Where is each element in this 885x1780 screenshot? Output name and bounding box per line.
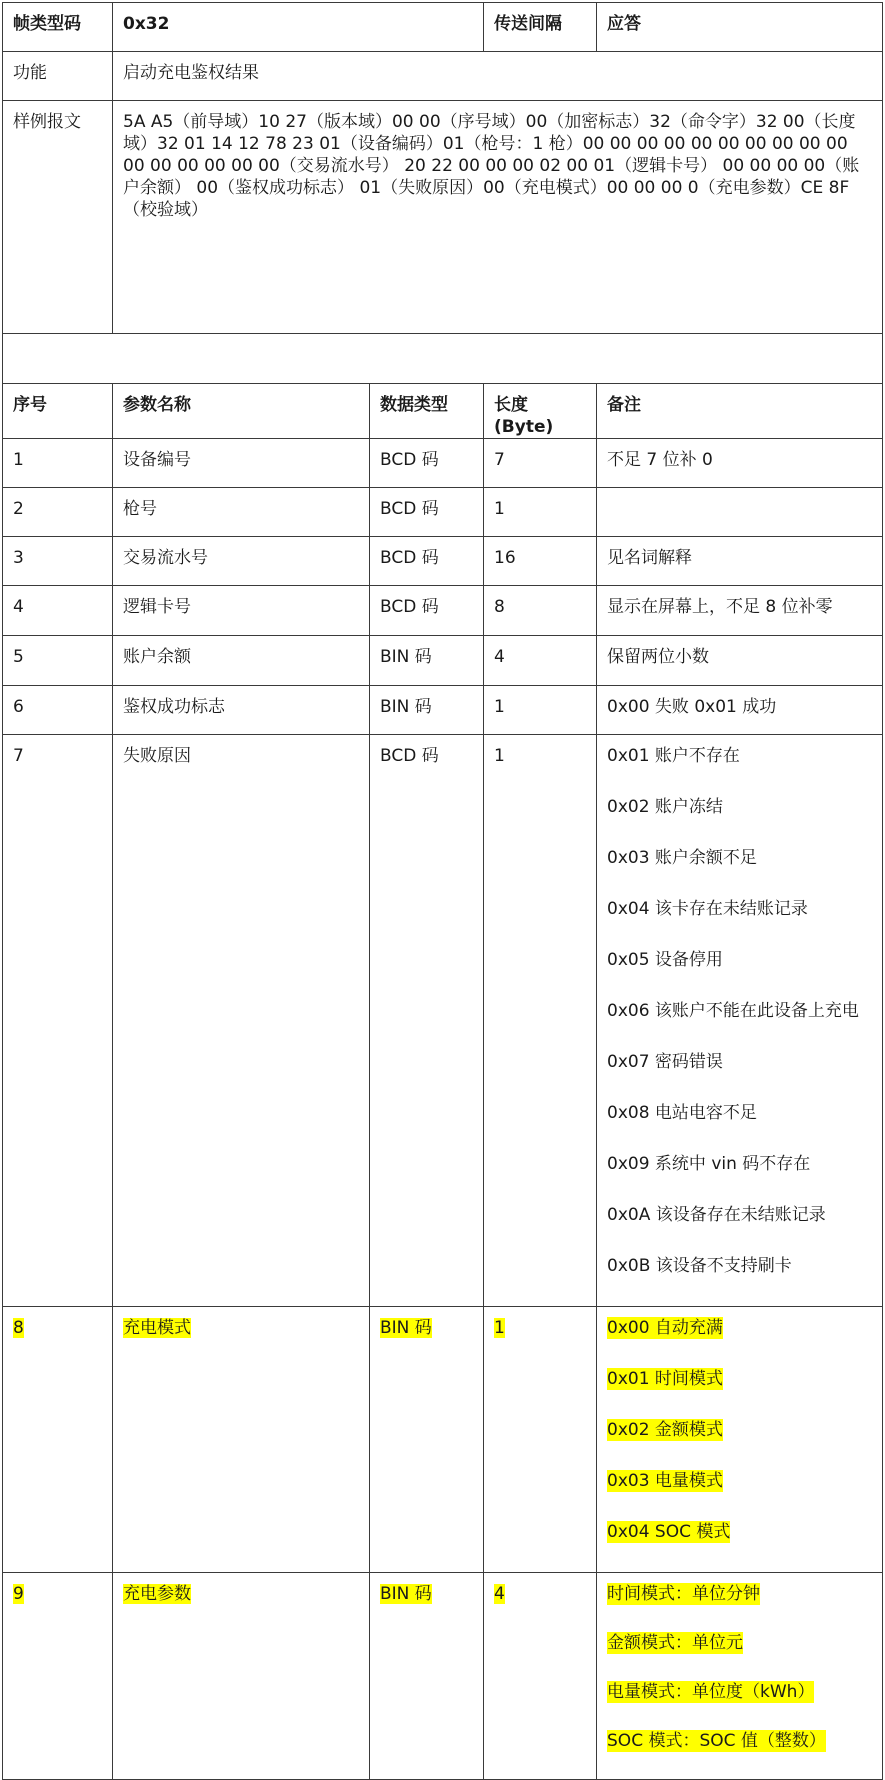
column-header-row bbox=[3, 384, 883, 439]
row-type: BIN 码 bbox=[370, 686, 484, 735]
table-row bbox=[3, 636, 883, 686]
note-text: 0x03 账户余额不足 bbox=[607, 848, 757, 868]
note-text: 金额模式：单位元 bbox=[607, 1633, 744, 1653]
row-note bbox=[597, 488, 883, 537]
row-length bbox=[484, 1307, 597, 1573]
frame-type-value: 0x32 bbox=[113, 3, 484, 52]
highlighted-text: 4 bbox=[494, 1584, 505, 1604]
table-row bbox=[3, 439, 883, 488]
note-item bbox=[607, 1521, 872, 1572]
highlighted-text: 充电参数 bbox=[123, 1584, 191, 1604]
note-item bbox=[607, 1317, 872, 1368]
row-name bbox=[113, 1573, 370, 1780]
note-text: 时间模式：单位分钟 bbox=[607, 1584, 761, 1604]
col-header-note: 备注 bbox=[597, 384, 883, 439]
note-text: 0x04 该卡存在未结账记录 bbox=[607, 899, 808, 919]
note-text: 0x04 SOC 模式 bbox=[607, 1522, 731, 1542]
col-header-type: 数据类型 bbox=[370, 384, 484, 439]
note-item bbox=[607, 1102, 872, 1153]
sample-row bbox=[3, 101, 883, 334]
frame-type-row bbox=[3, 3, 883, 52]
table-row bbox=[3, 586, 883, 636]
row-note: 显示在屏幕上，不足 8 位补零 bbox=[597, 586, 883, 636]
function-value: 启动充电鉴权结果 bbox=[113, 52, 883, 101]
note-item bbox=[607, 898, 872, 949]
row-note: 保留两位小数 bbox=[597, 636, 883, 686]
note-item bbox=[607, 1051, 872, 1102]
highlighted-text: 9 bbox=[13, 1584, 24, 1604]
note-item bbox=[607, 1368, 872, 1419]
note-item bbox=[607, 1204, 872, 1255]
table-row bbox=[3, 735, 883, 1307]
row-name: 失败原因 bbox=[113, 735, 370, 1307]
note-item bbox=[607, 745, 872, 796]
row-length: 7 bbox=[484, 439, 597, 488]
row-note: 0x00 失败 0x01 成功 bbox=[597, 686, 883, 735]
note-text: 0x01 账户不存在 bbox=[607, 746, 740, 766]
row-note-list bbox=[597, 1573, 883, 1780]
note-item bbox=[607, 1681, 872, 1730]
table-row bbox=[3, 686, 883, 735]
row-seq: 3 bbox=[3, 537, 113, 586]
row-length: 16 bbox=[484, 537, 597, 586]
note-text: 0x05 设备停用 bbox=[607, 950, 723, 970]
note-text: 0x08 电站电容不足 bbox=[607, 1103, 757, 1123]
note-text: 0x0B 该设备不支持刷卡 bbox=[607, 1256, 792, 1276]
function-row bbox=[3, 52, 883, 101]
interval-label: 传送间隔 bbox=[484, 3, 597, 52]
row-name: 枪号 bbox=[113, 488, 370, 537]
row-seq: 7 bbox=[3, 735, 113, 1307]
table-row bbox=[3, 1307, 883, 1573]
note-item bbox=[607, 949, 872, 1000]
row-seq: 1 bbox=[3, 439, 113, 488]
row-name: 账户余额 bbox=[113, 636, 370, 686]
note-text: 0x00 自动充满 bbox=[607, 1318, 723, 1338]
interval-value: 应答 bbox=[597, 3, 883, 52]
row-seq: 2 bbox=[3, 488, 113, 537]
note-item bbox=[607, 1470, 872, 1521]
col-header-seq: 序号 bbox=[3, 384, 113, 439]
row-length: 8 bbox=[484, 586, 597, 636]
sample-label: 样例报文 bbox=[3, 101, 113, 334]
note-text: 0x03 电量模式 bbox=[607, 1471, 723, 1491]
frame-type-label: 帧类型码 bbox=[3, 3, 113, 52]
row-seq bbox=[3, 1573, 113, 1780]
row-seq: 6 bbox=[3, 686, 113, 735]
row-note-list bbox=[597, 735, 883, 1307]
table-row bbox=[3, 488, 883, 537]
spacer-cell bbox=[3, 334, 883, 384]
row-length: 4 bbox=[484, 636, 597, 686]
note-item bbox=[607, 1255, 872, 1306]
highlighted-text: 1 bbox=[494, 1318, 505, 1338]
row-name bbox=[113, 1307, 370, 1573]
note-text: 0x02 金额模式 bbox=[607, 1420, 723, 1440]
row-seq: 4 bbox=[3, 586, 113, 636]
row-seq bbox=[3, 1307, 113, 1573]
highlighted-text: 8 bbox=[13, 1318, 24, 1338]
row-length bbox=[484, 1573, 597, 1780]
highlighted-text: BIN 码 bbox=[380, 1318, 432, 1338]
note-text: 0x07 密码错误 bbox=[607, 1052, 723, 1072]
protocol-spec-table bbox=[2, 2, 883, 1780]
note-text: 0x09 系统中 vin 码不存在 bbox=[607, 1154, 811, 1174]
spacer-row bbox=[3, 334, 883, 384]
note-text: 0x01 时间模式 bbox=[607, 1369, 723, 1389]
row-type: BIN 码 bbox=[370, 636, 484, 686]
row-type: BCD 码 bbox=[370, 439, 484, 488]
row-note: 见名词解释 bbox=[597, 537, 883, 586]
note-item bbox=[607, 1000, 872, 1051]
row-name: 设备编号 bbox=[113, 439, 370, 488]
row-type bbox=[370, 1307, 484, 1573]
note-item bbox=[607, 1583, 872, 1632]
row-type bbox=[370, 1573, 484, 1780]
table-row bbox=[3, 537, 883, 586]
note-item bbox=[607, 796, 872, 847]
note-text: 0x06 该账户不能在此设备上充电 bbox=[607, 1001, 859, 1021]
row-type: BCD 码 bbox=[370, 735, 484, 1307]
row-seq: 5 bbox=[3, 636, 113, 686]
row-name: 逻辑卡号 bbox=[113, 586, 370, 636]
row-length: 1 bbox=[484, 735, 597, 1307]
note-item bbox=[607, 1153, 872, 1204]
highlighted-text: 充电模式 bbox=[123, 1318, 191, 1338]
col-header-name: 参数名称 bbox=[113, 384, 370, 439]
row-length: 1 bbox=[484, 488, 597, 537]
row-name: 鉴权成功标志 bbox=[113, 686, 370, 735]
row-type: BCD 码 bbox=[370, 488, 484, 537]
highlighted-text: BIN 码 bbox=[380, 1584, 432, 1604]
row-length: 1 bbox=[484, 686, 597, 735]
function-label: 功能 bbox=[3, 52, 113, 101]
note-item bbox=[607, 1632, 872, 1681]
note-text: 电量模式：单位度（kWh） bbox=[607, 1682, 815, 1702]
row-note-list bbox=[597, 1307, 883, 1573]
note-text: SOC 模式：SOC 值（整数） bbox=[607, 1731, 826, 1751]
note-item bbox=[607, 847, 872, 898]
note-item bbox=[607, 1730, 872, 1779]
note-text: 0x02 账户冻结 bbox=[607, 797, 723, 817]
sample-message: 5A A5（前导域）10 27（版本域）00 00（序号域）00（加密标志）32（命令字）32 00（长度域）32 01 14 12 78 23 01（设备编码）01（枪号：1 枪）00 00 00 00 00 00 00 00 00 00 00 00 00 00 00 00（交易流水号） 20 22 00 00 00 02 00 01（逻辑卡号） 00 00 00 00（账户余额） 00（鉴权成功标志） 01（失败原因）00（充电模式）00 00 00 0（充电参数）CE 8F（校验域） bbox=[113, 101, 883, 334]
table-row bbox=[3, 1573, 883, 1780]
row-name: 交易流水号 bbox=[113, 537, 370, 586]
col-header-length: 长度(Byte) bbox=[484, 384, 597, 439]
note-item bbox=[607, 1419, 872, 1470]
row-note: 不足 7 位补 0 bbox=[597, 439, 883, 488]
row-type: BCD 码 bbox=[370, 537, 484, 586]
note-text: 0x0A 该设备存在未结账记录 bbox=[607, 1205, 826, 1225]
row-type: BCD 码 bbox=[370, 586, 484, 636]
